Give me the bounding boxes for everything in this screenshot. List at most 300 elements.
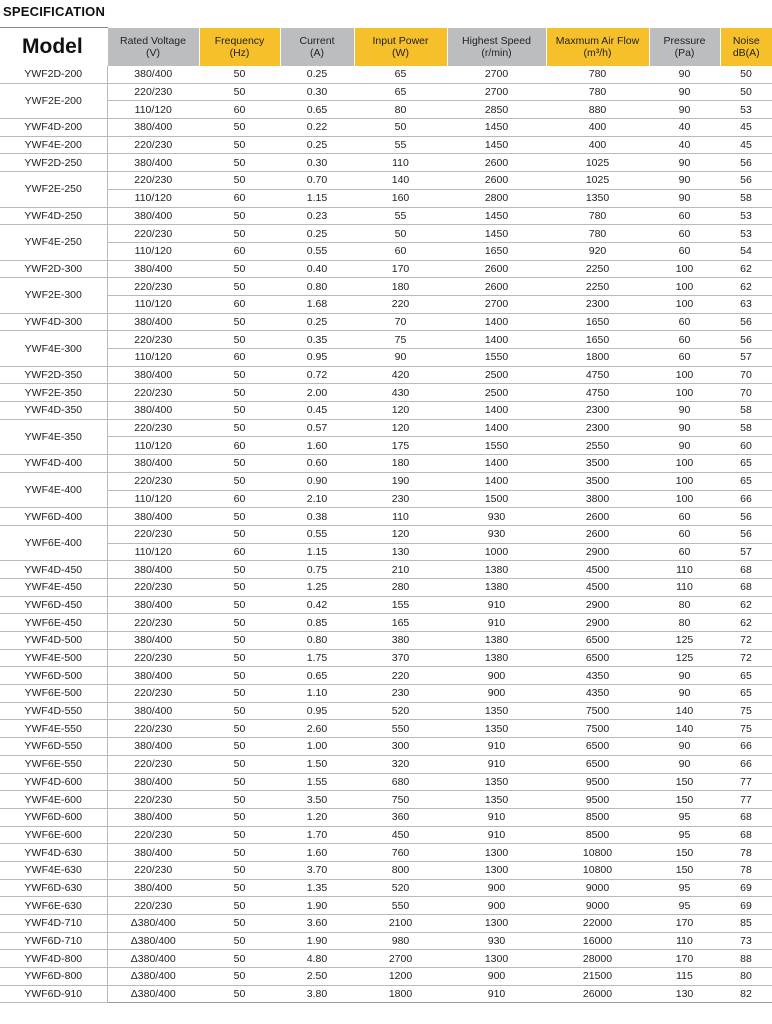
table-row xyxy=(0,596,772,614)
pressure-cell: 90 xyxy=(649,66,720,83)
model-cell: YWF4E-400 xyxy=(0,472,107,507)
table-row xyxy=(0,915,772,933)
table-row xyxy=(0,472,772,490)
table-row xyxy=(0,649,772,667)
frequency-cell: 50 xyxy=(199,773,280,791)
input-power-cell: 65 xyxy=(354,83,447,101)
frequency-cell: 50 xyxy=(199,207,280,225)
max-air-flow-cell: 3800 xyxy=(546,490,649,508)
current-cell: 1.70 xyxy=(280,826,354,844)
frequency-cell: 50 xyxy=(199,455,280,473)
rated-voltage-cell: 380/400 xyxy=(107,808,199,826)
max-air-flow-cell: 1800 xyxy=(546,349,649,367)
table-row xyxy=(0,136,772,154)
max-air-flow-cell: 16000 xyxy=(546,932,649,950)
highest-speed-cell: 1400 xyxy=(447,331,546,349)
current-cell: 1.25 xyxy=(280,578,354,596)
noise-cell: 66 xyxy=(720,490,772,508)
table-row xyxy=(0,525,772,543)
table-row xyxy=(0,808,772,826)
current-cell: 1.55 xyxy=(280,773,354,791)
max-air-flow-cell: 28000 xyxy=(546,950,649,968)
pressure-cell: 150 xyxy=(649,773,720,791)
noise-cell: 72 xyxy=(720,632,772,650)
current-cell: 4.80 xyxy=(280,950,354,968)
current-cell: 3.80 xyxy=(280,985,354,1003)
noise-cell: 68 xyxy=(720,578,772,596)
highest-speed-cell: 1350 xyxy=(447,773,546,791)
current-cell: 2.00 xyxy=(280,384,354,402)
rated-voltage-cell: 380/400 xyxy=(107,260,199,278)
table-row xyxy=(0,720,772,738)
current-cell: 0.25 xyxy=(280,136,354,154)
table-row xyxy=(0,154,772,172)
model-cell: YWF4E-630 xyxy=(0,861,107,879)
rated-voltage-cell: 380/400 xyxy=(107,66,199,83)
header-row xyxy=(0,28,772,67)
rated-voltage-cell: 380/400 xyxy=(107,738,199,756)
pressure-cell: 100 xyxy=(649,366,720,384)
input-power-cell: 90 xyxy=(354,349,447,367)
current-cell: 1.75 xyxy=(280,649,354,667)
noise-cell: 72 xyxy=(720,649,772,667)
frequency-cell: 60 xyxy=(199,543,280,561)
max-air-flow-cell: 10800 xyxy=(546,844,649,862)
noise-cell: 60 xyxy=(720,437,772,455)
frequency-cell: 50 xyxy=(199,685,280,703)
rated-voltage-cell: 220/230 xyxy=(107,525,199,543)
table-row xyxy=(0,897,772,915)
max-air-flow-cell: 9000 xyxy=(546,897,649,915)
model-cell: YWF4D-200 xyxy=(0,119,107,137)
frequency-cell: 50 xyxy=(199,915,280,933)
noise-cell: 62 xyxy=(720,260,772,278)
pressure-cell: 125 xyxy=(649,649,720,667)
max-air-flow-cell: 2900 xyxy=(546,614,649,632)
model-cell: YWF6E-550 xyxy=(0,755,107,773)
pressure-cell: 40 xyxy=(649,119,720,137)
input-power-cell: 80 xyxy=(354,101,447,119)
frequency-cell: 60 xyxy=(199,490,280,508)
table-row xyxy=(0,791,772,809)
frequency-cell: 50 xyxy=(199,525,280,543)
input-power-cell: 280 xyxy=(354,578,447,596)
max-air-flow-cell: 1350 xyxy=(546,189,649,207)
pressure-cell: 95 xyxy=(649,808,720,826)
noise-cell: 80 xyxy=(720,968,772,986)
pressure-cell: 110 xyxy=(649,578,720,596)
frequency-cell: 50 xyxy=(199,596,280,614)
pressure-cell: 100 xyxy=(649,490,720,508)
max-air-flow-cell: 4750 xyxy=(546,366,649,384)
max-air-flow-cell: 3500 xyxy=(546,472,649,490)
max-air-flow-cell: 9500 xyxy=(546,773,649,791)
rated-voltage-cell: 110/120 xyxy=(107,242,199,260)
table-row xyxy=(0,755,772,773)
max-air-flow-cell: 4750 xyxy=(546,384,649,402)
noise-cell: 50 xyxy=(720,66,772,83)
highest-speed-cell: 1380 xyxy=(447,578,546,596)
model-cell: YWF4D-450 xyxy=(0,561,107,579)
pressure-cell: 90 xyxy=(649,738,720,756)
current-cell: 0.70 xyxy=(280,172,354,190)
rated-voltage-cell: 220/230 xyxy=(107,578,199,596)
max-air-flow-cell: 26000 xyxy=(546,985,649,1003)
frequency-cell: 50 xyxy=(199,508,280,526)
frequency-cell: 50 xyxy=(199,632,280,650)
highest-speed-cell: 910 xyxy=(447,985,546,1003)
model-cell: YWF6D-400 xyxy=(0,508,107,526)
input-power-cell: 110 xyxy=(354,154,447,172)
highest-speed-cell: 910 xyxy=(447,755,546,773)
highest-speed-cell: 1550 xyxy=(447,437,546,455)
pressure-cell: 150 xyxy=(649,844,720,862)
max-air-flow-cell: 780 xyxy=(546,207,649,225)
input-power-cell: 220 xyxy=(354,667,447,685)
model-cell: YWF2E-200 xyxy=(0,83,107,118)
pressure-cell: 90 xyxy=(649,154,720,172)
noise-cell: 58 xyxy=(720,419,772,437)
frequency-cell: 50 xyxy=(199,738,280,756)
highest-speed-cell: 1380 xyxy=(447,632,546,650)
input-power-cell: 520 xyxy=(354,702,447,720)
noise-cell: 56 xyxy=(720,331,772,349)
rated-voltage-cell: 380/400 xyxy=(107,366,199,384)
input-power-cell: 110 xyxy=(354,508,447,526)
table-row xyxy=(0,189,772,207)
max-air-flow-cell: 9000 xyxy=(546,879,649,897)
rated-voltage-cell: 220/230 xyxy=(107,649,199,667)
pressure-cell: 60 xyxy=(649,207,720,225)
pressure-cell: 60 xyxy=(649,313,720,331)
noise-cell: 65 xyxy=(720,685,772,703)
table-row xyxy=(0,119,772,137)
rated-voltage-cell: 220/230 xyxy=(107,172,199,190)
model-cell: YWF4D-300 xyxy=(0,313,107,331)
table-row xyxy=(0,402,772,420)
max-air-flow-cell: 2900 xyxy=(546,543,649,561)
current-cell: 0.35 xyxy=(280,331,354,349)
input-power-cell: 180 xyxy=(354,278,447,296)
rated-voltage-cell: 380/400 xyxy=(107,508,199,526)
noise-cell: 65 xyxy=(720,667,772,685)
highest-speed-cell: 1450 xyxy=(447,207,546,225)
noise-cell: 63 xyxy=(720,295,772,313)
input-power-cell: 760 xyxy=(354,844,447,862)
pressure-cell: 60 xyxy=(649,508,720,526)
model-cell: YWF6D-710 xyxy=(0,932,107,950)
frequency-cell: 50 xyxy=(199,384,280,402)
table-row xyxy=(0,437,772,455)
highest-speed-cell: 1400 xyxy=(447,472,546,490)
noise-cell: 53 xyxy=(720,207,772,225)
highest-speed-cell: 1400 xyxy=(447,455,546,473)
noise-cell: 85 xyxy=(720,915,772,933)
input-power-cell: 1800 xyxy=(354,985,447,1003)
highest-speed-cell: 1350 xyxy=(447,702,546,720)
rated-voltage-cell: 220/230 xyxy=(107,384,199,402)
pressure-cell: 60 xyxy=(649,543,720,561)
table-row xyxy=(0,879,772,897)
pressure-cell: 170 xyxy=(649,915,720,933)
current-cell: 3.50 xyxy=(280,791,354,809)
frequency-cell: 50 xyxy=(199,861,280,879)
current-cell: 2.60 xyxy=(280,720,354,738)
max-air-flow-cell: 6500 xyxy=(546,738,649,756)
current-cell: 1.15 xyxy=(280,543,354,561)
current-cell: 1.20 xyxy=(280,808,354,826)
pressure-cell: 100 xyxy=(649,455,720,473)
pressure-cell: 140 xyxy=(649,720,720,738)
table-row xyxy=(0,985,772,1003)
table-row xyxy=(0,844,772,862)
frequency-cell: 50 xyxy=(199,366,280,384)
rated-voltage-cell: 220/230 xyxy=(107,826,199,844)
noise-cell: 57 xyxy=(720,543,772,561)
noise-cell: 56 xyxy=(720,172,772,190)
highest-speed-cell: 2600 xyxy=(447,172,546,190)
max-air-flow-cell: 4500 xyxy=(546,578,649,596)
pressure-cell: 60 xyxy=(649,225,720,243)
rated-voltage-cell: 110/120 xyxy=(107,295,199,313)
noise-cell: 78 xyxy=(720,861,772,879)
noise-cell: 73 xyxy=(720,932,772,950)
table-row xyxy=(0,667,772,685)
input-power-cell: 190 xyxy=(354,472,447,490)
noise-cell: 56 xyxy=(720,313,772,331)
col-header-max-air-flow: Maxmum Air Flow (m³/h) xyxy=(546,28,649,67)
noise-cell: 66 xyxy=(720,738,772,756)
frequency-cell: 50 xyxy=(199,932,280,950)
current-cell: 0.95 xyxy=(280,349,354,367)
noise-cell: 75 xyxy=(720,702,772,720)
frequency-cell: 50 xyxy=(199,702,280,720)
rated-voltage-cell: 220/230 xyxy=(107,685,199,703)
input-power-cell: 430 xyxy=(354,384,447,402)
rated-voltage-cell: 220/230 xyxy=(107,472,199,490)
model-cell: YWF6D-500 xyxy=(0,667,107,685)
rated-voltage-cell: 220/230 xyxy=(107,720,199,738)
current-cell: 1.90 xyxy=(280,932,354,950)
highest-speed-cell: 2500 xyxy=(447,384,546,402)
table-row xyxy=(0,578,772,596)
current-cell: 0.90 xyxy=(280,472,354,490)
noise-cell: 50 xyxy=(720,83,772,101)
highest-speed-cell: 930 xyxy=(447,508,546,526)
pressure-cell: 90 xyxy=(649,402,720,420)
rated-voltage-cell: 110/120 xyxy=(107,101,199,119)
current-cell: 1.90 xyxy=(280,897,354,915)
rated-voltage-cell: 380/400 xyxy=(107,313,199,331)
model-cell: YWF4E-550 xyxy=(0,720,107,738)
rated-voltage-cell: 220/230 xyxy=(107,83,199,101)
rated-voltage-cell: Δ380/400 xyxy=(107,932,199,950)
current-cell: 3.60 xyxy=(280,915,354,933)
rated-voltage-cell: 380/400 xyxy=(107,773,199,791)
table-row xyxy=(0,207,772,225)
current-cell: 0.40 xyxy=(280,260,354,278)
noise-cell: 45 xyxy=(720,136,772,154)
input-power-cell: 160 xyxy=(354,189,447,207)
highest-speed-cell: 1300 xyxy=(447,915,546,933)
highest-speed-cell: 910 xyxy=(447,614,546,632)
max-air-flow-cell: 2550 xyxy=(546,437,649,455)
max-air-flow-cell: 6500 xyxy=(546,649,649,667)
noise-cell: 70 xyxy=(720,366,772,384)
highest-speed-cell: 2700 xyxy=(447,66,546,83)
highest-speed-cell: 1450 xyxy=(447,225,546,243)
input-power-cell: 175 xyxy=(354,437,447,455)
frequency-cell: 50 xyxy=(199,755,280,773)
model-cell: YWF4D-550 xyxy=(0,702,107,720)
pressure-cell: 90 xyxy=(649,419,720,437)
frequency-cell: 60 xyxy=(199,189,280,207)
input-power-cell: 800 xyxy=(354,861,447,879)
noise-cell: 56 xyxy=(720,525,772,543)
current-cell: 0.42 xyxy=(280,596,354,614)
highest-speed-cell: 2600 xyxy=(447,260,546,278)
table-row xyxy=(0,685,772,703)
model-header: Model xyxy=(0,28,107,67)
frequency-cell: 50 xyxy=(199,561,280,579)
max-air-flow-cell: 3500 xyxy=(546,455,649,473)
model-cell: YWF2E-350 xyxy=(0,384,107,402)
current-cell: 3.70 xyxy=(280,861,354,879)
pressure-cell: 95 xyxy=(649,879,720,897)
frequency-cell: 50 xyxy=(199,136,280,154)
highest-speed-cell: 900 xyxy=(447,667,546,685)
input-power-cell: 70 xyxy=(354,313,447,331)
highest-speed-cell: 2700 xyxy=(447,295,546,313)
pressure-cell: 100 xyxy=(649,278,720,296)
noise-cell: 56 xyxy=(720,508,772,526)
model-cell: YWF6D-450 xyxy=(0,596,107,614)
max-air-flow-cell: 10800 xyxy=(546,861,649,879)
rated-voltage-cell: 380/400 xyxy=(107,702,199,720)
pressure-cell: 100 xyxy=(649,295,720,313)
max-air-flow-cell: 780 xyxy=(546,66,649,83)
input-power-cell: 130 xyxy=(354,543,447,561)
highest-speed-cell: 910 xyxy=(447,596,546,614)
table-row xyxy=(0,738,772,756)
table-row xyxy=(0,455,772,473)
input-power-cell: 380 xyxy=(354,632,447,650)
max-air-flow-cell: 7500 xyxy=(546,720,649,738)
noise-cell: 68 xyxy=(720,808,772,826)
current-cell: 1.15 xyxy=(280,189,354,207)
noise-cell: 77 xyxy=(720,791,772,809)
max-air-flow-cell: 1025 xyxy=(546,172,649,190)
highest-speed-cell: 1500 xyxy=(447,490,546,508)
model-cell: YWF6D-910 xyxy=(0,985,107,1003)
current-cell: 0.22 xyxy=(280,119,354,137)
current-cell: 0.60 xyxy=(280,455,354,473)
model-cell: YWF4D-600 xyxy=(0,773,107,791)
input-power-cell: 75 xyxy=(354,331,447,349)
current-cell: 0.57 xyxy=(280,419,354,437)
rated-voltage-cell: 220/230 xyxy=(107,791,199,809)
table-row xyxy=(0,225,772,243)
max-air-flow-cell: 22000 xyxy=(546,915,649,933)
rated-voltage-cell: 110/120 xyxy=(107,437,199,455)
rated-voltage-cell: 380/400 xyxy=(107,119,199,137)
current-cell: 0.65 xyxy=(280,667,354,685)
noise-cell: 70 xyxy=(720,384,772,402)
pressure-cell: 80 xyxy=(649,596,720,614)
rated-voltage-cell: Δ380/400 xyxy=(107,950,199,968)
current-cell: 1.35 xyxy=(280,879,354,897)
input-power-cell: 2700 xyxy=(354,950,447,968)
frequency-cell: 50 xyxy=(199,66,280,83)
frequency-cell: 50 xyxy=(199,278,280,296)
noise-cell: 62 xyxy=(720,596,772,614)
frequency-cell: 60 xyxy=(199,295,280,313)
noise-cell: 56 xyxy=(720,154,772,172)
pressure-cell: 150 xyxy=(649,861,720,879)
max-air-flow-cell: 2600 xyxy=(546,508,649,526)
table-row xyxy=(0,950,772,968)
frequency-cell: 50 xyxy=(199,260,280,278)
input-power-cell: 170 xyxy=(354,260,447,278)
pressure-cell: 90 xyxy=(649,83,720,101)
highest-speed-cell: 910 xyxy=(447,808,546,826)
noise-cell: 75 xyxy=(720,720,772,738)
pressure-cell: 60 xyxy=(649,525,720,543)
max-air-flow-cell: 1650 xyxy=(546,331,649,349)
frequency-cell: 50 xyxy=(199,897,280,915)
current-cell: 1.50 xyxy=(280,755,354,773)
noise-cell: 53 xyxy=(720,225,772,243)
rated-voltage-cell: 380/400 xyxy=(107,154,199,172)
model-cell: YWF2E-300 xyxy=(0,278,107,313)
model-cell: YWF6D-550 xyxy=(0,738,107,756)
col-header-highest-speed: Highest Speed (r/min) xyxy=(447,28,546,67)
pressure-cell: 90 xyxy=(649,101,720,119)
frequency-cell: 60 xyxy=(199,101,280,119)
pressure-cell: 110 xyxy=(649,561,720,579)
highest-speed-cell: 1300 xyxy=(447,844,546,862)
table-row xyxy=(0,260,772,278)
noise-cell: 66 xyxy=(720,755,772,773)
model-cell: YWF4E-450 xyxy=(0,578,107,596)
frequency-cell: 60 xyxy=(199,349,280,367)
frequency-cell: 50 xyxy=(199,154,280,172)
max-air-flow-cell: 21500 xyxy=(546,968,649,986)
current-cell: 0.25 xyxy=(280,66,354,83)
model-cell: YWF6E-400 xyxy=(0,525,107,560)
pressure-cell: 80 xyxy=(649,614,720,632)
pressure-cell: 60 xyxy=(649,242,720,260)
col-header-noise: Noise dB(A) xyxy=(720,28,772,67)
table-row xyxy=(0,242,772,260)
input-power-cell: 50 xyxy=(354,225,447,243)
highest-speed-cell: 1000 xyxy=(447,543,546,561)
table-body xyxy=(0,66,772,1003)
current-cell: 0.55 xyxy=(280,242,354,260)
max-air-flow-cell: 780 xyxy=(546,225,649,243)
frequency-cell: 50 xyxy=(199,402,280,420)
table-row xyxy=(0,101,772,119)
rated-voltage-cell: 220/230 xyxy=(107,419,199,437)
rated-voltage-cell: Δ380/400 xyxy=(107,985,199,1003)
noise-cell: 69 xyxy=(720,879,772,897)
model-cell: YWF2D-250 xyxy=(0,154,107,172)
frequency-cell: 50 xyxy=(199,83,280,101)
current-cell: 0.95 xyxy=(280,702,354,720)
pressure-cell: 140 xyxy=(649,702,720,720)
max-air-flow-cell: 1025 xyxy=(546,154,649,172)
current-cell: 0.55 xyxy=(280,525,354,543)
